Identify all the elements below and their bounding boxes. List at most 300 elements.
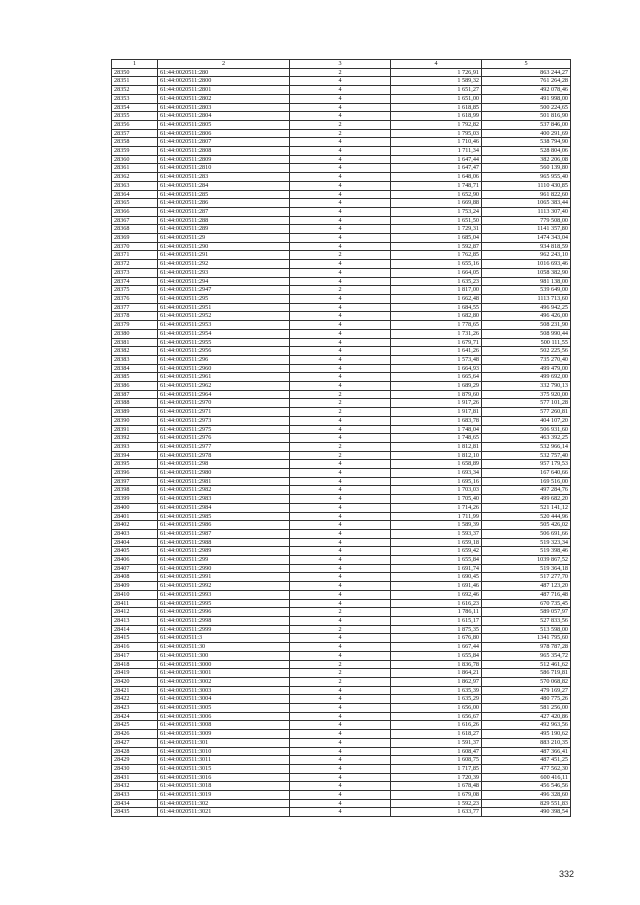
table-row [112, 495, 571, 504]
cadastral-number-cell: 61:44:0020511:3003 [158, 686, 290, 695]
cadastral-number-cell: 61:44:0020511:2801 [158, 86, 290, 95]
value-cell: 779 508,00 [482, 216, 571, 225]
table-row [112, 556, 571, 565]
value-cell: 863 244,27 [482, 68, 571, 77]
area-cell: 1 651,00 [391, 94, 482, 103]
value-cell: 496 328,60 [482, 791, 571, 800]
row-number-cell: 28401 [112, 512, 158, 521]
value-cell: 537 846,00 [482, 120, 571, 129]
row-number-cell: 28390 [112, 416, 158, 425]
row-number-cell: 28374 [112, 277, 158, 286]
category-cell: 4 [290, 155, 391, 164]
category-cell: 4 [290, 373, 391, 382]
category-cell: 4 [290, 277, 391, 286]
area-cell: 1 682,80 [391, 312, 482, 321]
row-number-cell: 28427 [112, 738, 158, 747]
cadastral-number-cell: 61:44:0020511:285 [158, 190, 290, 199]
area-cell: 1 635,23 [391, 277, 482, 286]
category-cell: 2 [290, 129, 391, 138]
table-row [112, 251, 571, 260]
category-cell: 4 [290, 225, 391, 234]
cadastral-number-cell: 61:44:0020511:3011 [158, 756, 290, 765]
value-cell: 520 444,96 [482, 512, 571, 521]
value-cell: 487 366,41 [482, 747, 571, 756]
cadastral-number-cell: 61:44:0020511:3001 [158, 669, 290, 678]
row-number-cell: 28367 [112, 216, 158, 225]
cadastral-number-cell: 61:44:0020511:3006 [158, 712, 290, 721]
row-number-cell: 28353 [112, 94, 158, 103]
category-cell: 4 [290, 103, 391, 112]
value-cell: 1341 795,60 [482, 634, 571, 643]
cadastral-number-cell: 61:44:0020511:2802 [158, 94, 290, 103]
row-number-cell: 28413 [112, 617, 158, 626]
area-cell: 1 748,71 [391, 181, 482, 190]
row-number-cell: 28418 [112, 660, 158, 669]
cadastral-number-cell: 61:44:0020511:2973 [158, 416, 290, 425]
table-row [112, 634, 571, 643]
value-cell: 506 931,60 [482, 425, 571, 434]
row-number-cell: 28350 [112, 68, 158, 77]
category-cell: 2 [290, 120, 391, 129]
table-row [112, 68, 571, 77]
cadastral-number-cell: 61:44:0020511:29 [158, 234, 290, 243]
value-cell: 670 735,45 [482, 599, 571, 608]
value-cell: 1065 383,44 [482, 199, 571, 208]
value-cell: 600 416,11 [482, 773, 571, 782]
row-number-cell: 28404 [112, 538, 158, 547]
area-cell: 1 648,06 [391, 173, 482, 182]
row-number-cell: 28428 [112, 747, 158, 756]
table-row [112, 660, 571, 669]
cadastral-number-cell: 61:44:0020511:290 [158, 242, 290, 251]
area-cell: 1 659,18 [391, 538, 482, 547]
row-number-cell: 28363 [112, 181, 158, 190]
category-cell: 4 [290, 503, 391, 512]
table-row [112, 382, 571, 391]
cadastral-number-cell: 61:44:0020511:2996 [158, 608, 290, 617]
row-number-cell: 28399 [112, 495, 158, 504]
table-row [112, 704, 571, 713]
cadastral-number-cell: 61:44:0020511:289 [158, 225, 290, 234]
area-cell: 1 641,26 [391, 347, 482, 356]
area-cell: 1 720,39 [391, 773, 482, 782]
category-cell: 4 [290, 747, 391, 756]
value-cell: 962 243,10 [482, 251, 571, 260]
category-cell: 4 [290, 651, 391, 660]
cadastral-number-cell: 61:44:0020511:2809 [158, 155, 290, 164]
table-row [112, 286, 571, 295]
cadastral-number-cell: 61:44:0020511:2981 [158, 477, 290, 486]
cadastral-number-cell: 61:44:0020511:2956 [158, 347, 290, 356]
category-cell: 4 [290, 94, 391, 103]
row-number-cell: 28359 [112, 147, 158, 156]
row-number-cell: 28397 [112, 477, 158, 486]
table-row [112, 773, 571, 782]
table-row [112, 582, 571, 591]
table-row [112, 416, 571, 425]
table-row [112, 477, 571, 486]
row-number-cell: 28388 [112, 399, 158, 408]
table-row [112, 268, 571, 277]
category-cell: 2 [290, 442, 391, 451]
category-cell: 4 [290, 521, 391, 530]
value-cell: 492 963,56 [482, 721, 571, 730]
value-cell: 502 225,56 [482, 347, 571, 356]
cadastral-number-cell: 61:44:0020511:2800 [158, 77, 290, 86]
row-number-cell: 28426 [112, 730, 158, 739]
area-cell: 1 817,00 [391, 286, 482, 295]
row-number-cell: 28376 [112, 294, 158, 303]
area-cell: 1 917,26 [391, 399, 482, 408]
cadastral-number-cell: 61:44:0020511:2970 [158, 399, 290, 408]
cadastral-number-cell: 61:44:0020511:2998 [158, 617, 290, 626]
value-cell: 382 206,08 [482, 155, 571, 164]
area-cell: 1 705,40 [391, 495, 482, 504]
row-number-cell: 28435 [112, 808, 158, 817]
area-cell: 1 691,74 [391, 564, 482, 573]
value-cell: 538 794,90 [482, 138, 571, 147]
cadastral-number-cell: 61:44:0020511:2992 [158, 582, 290, 591]
value-cell: 527 833,56 [482, 617, 571, 626]
row-number-cell: 28403 [112, 529, 158, 538]
column-header-3: 3 [290, 60, 391, 69]
value-cell: 957 179,53 [482, 460, 571, 469]
row-number-cell: 28371 [112, 251, 158, 260]
category-cell: 4 [290, 329, 391, 338]
category-cell: 4 [290, 791, 391, 800]
area-cell: 1 717,85 [391, 764, 482, 773]
area-cell: 1 655,84 [391, 651, 482, 660]
table-row [112, 442, 571, 451]
table-row [112, 390, 571, 399]
table-row [112, 738, 571, 747]
row-number-cell: 28430 [112, 764, 158, 773]
value-cell: 519 398,46 [482, 547, 571, 556]
row-number-cell: 28366 [112, 207, 158, 216]
table-row [112, 321, 571, 330]
area-cell: 1 662,48 [391, 294, 482, 303]
value-cell: 532 757,40 [482, 451, 571, 460]
category-cell: 4 [290, 77, 391, 86]
cadastral-number-cell: 61:44:0020511:2975 [158, 425, 290, 434]
table-row [112, 529, 571, 538]
cadastral-number-cell: 61:44:0020511:2960 [158, 364, 290, 373]
category-cell: 4 [290, 190, 391, 199]
cadastral-number-cell: 61:44:0020511:2984 [158, 503, 290, 512]
value-cell: 499 682,20 [482, 495, 571, 504]
category-cell: 4 [290, 164, 391, 173]
category-cell: 2 [290, 451, 391, 460]
row-number-cell: 28381 [112, 338, 158, 347]
category-cell: 4 [290, 556, 391, 565]
row-number-cell: 28410 [112, 590, 158, 599]
area-cell: 1 589,39 [391, 521, 482, 530]
area-cell: 1 589,32 [391, 77, 482, 86]
cadastral-number-cell: 61:44:0020511:294 [158, 277, 290, 286]
category-cell: 4 [290, 112, 391, 121]
table-row [112, 669, 571, 678]
cadastral-number-cell: 61:44:0020511:287 [158, 207, 290, 216]
table-row [112, 112, 571, 121]
area-cell: 1 786,11 [391, 608, 482, 617]
category-cell: 2 [290, 399, 391, 408]
table-row [112, 608, 571, 617]
column-header-5: 5 [482, 60, 571, 69]
value-cell: 501 816,90 [482, 112, 571, 121]
category-cell: 4 [290, 773, 391, 782]
cadastral-number-cell: 61:44:0020511:298 [158, 460, 290, 469]
area-cell: 1 664,93 [391, 364, 482, 373]
category-cell: 4 [290, 416, 391, 425]
area-cell: 1 608,75 [391, 756, 482, 765]
category-cell: 4 [290, 181, 391, 190]
table-row [112, 103, 571, 112]
category-cell: 4 [290, 730, 391, 739]
area-cell: 1 812,81 [391, 442, 482, 451]
area-cell: 1 593,37 [391, 529, 482, 538]
cadastral-number-cell: 61:44:0020511:2805 [158, 120, 290, 129]
row-number-cell: 28416 [112, 643, 158, 652]
cadastral-number-cell: 61:44:0020511:2952 [158, 312, 290, 321]
category-cell: 4 [290, 738, 391, 747]
table-row [112, 355, 571, 364]
value-cell: 508 990,44 [482, 329, 571, 338]
cadastral-number-cell: 61:44:0020511:3019 [158, 791, 290, 800]
row-number-cell: 28379 [112, 321, 158, 330]
table-row [112, 791, 571, 800]
row-number-cell: 28373 [112, 268, 158, 277]
area-cell: 1 875,35 [391, 625, 482, 634]
value-cell: 761 264,28 [482, 77, 571, 86]
category-cell: 2 [290, 390, 391, 399]
category-cell: 4 [290, 582, 391, 591]
row-number-cell: 28355 [112, 112, 158, 121]
area-cell: 1 684,55 [391, 303, 482, 312]
category-cell: 4 [290, 312, 391, 321]
value-cell: 829 551,83 [482, 799, 571, 808]
value-cell: 499 479,00 [482, 364, 571, 373]
row-number-cell: 28372 [112, 260, 158, 269]
category-cell: 4 [290, 303, 391, 312]
category-cell: 4 [290, 321, 391, 330]
value-cell: 487 451,25 [482, 756, 571, 765]
category-cell: 4 [290, 260, 391, 269]
area-cell: 1 703,03 [391, 486, 482, 495]
table-body [112, 60, 571, 817]
value-cell: 577 260,81 [482, 408, 571, 417]
table-row [112, 347, 571, 356]
table-row [112, 756, 571, 765]
row-number-cell: 28391 [112, 425, 158, 434]
area-cell: 1 633,77 [391, 808, 482, 817]
cadastral-number-cell: 61:44:0020511:284 [158, 181, 290, 190]
row-number-cell: 28387 [112, 390, 158, 399]
cadastral-number-cell: 61:44:0020511:3021 [158, 808, 290, 817]
table-row [112, 199, 571, 208]
value-cell: 477 562,30 [482, 764, 571, 773]
category-cell: 4 [290, 216, 391, 225]
cadastral-number-cell: 61:44:0020511:286 [158, 199, 290, 208]
category-cell: 4 [290, 138, 391, 147]
row-number-cell: 28394 [112, 451, 158, 460]
row-number-cell: 28423 [112, 704, 158, 713]
table-row [112, 808, 571, 817]
table-row [112, 190, 571, 199]
category-cell: 4 [290, 573, 391, 582]
row-number-cell: 28375 [112, 286, 158, 295]
category-cell: 4 [290, 599, 391, 608]
area-cell: 1 667,44 [391, 643, 482, 652]
row-number-cell: 28431 [112, 773, 158, 782]
area-cell: 1 651,27 [391, 86, 482, 95]
area-cell: 1 655,84 [391, 556, 482, 565]
area-cell: 1 731,26 [391, 329, 482, 338]
category-cell: 2 [290, 286, 391, 295]
table-row [112, 294, 571, 303]
table-row [112, 138, 571, 147]
cadastral-number-cell: 61:44:0020511:2810 [158, 164, 290, 173]
area-cell: 1 836,78 [391, 660, 482, 669]
category-cell: 4 [290, 242, 391, 251]
category-cell: 4 [290, 495, 391, 504]
value-cell: 560 139,80 [482, 164, 571, 173]
table-row [112, 329, 571, 338]
category-cell: 4 [290, 782, 391, 791]
cadastral-number-cell: 61:44:0020511:2964 [158, 390, 290, 399]
row-number-cell: 28386 [112, 382, 158, 391]
table-row [112, 312, 571, 321]
table-row [112, 564, 571, 573]
area-cell: 1 748,04 [391, 425, 482, 434]
value-cell: 577 101,28 [482, 399, 571, 408]
area-cell: 1 679,08 [391, 791, 482, 800]
category-cell: 4 [290, 486, 391, 495]
row-number-cell: 28385 [112, 373, 158, 382]
area-cell: 1 618,85 [391, 103, 482, 112]
category-cell: 4 [290, 207, 391, 216]
table-row [112, 216, 571, 225]
value-cell: 1039 867,52 [482, 556, 571, 565]
category-cell: 4 [290, 529, 391, 538]
row-number-cell: 28360 [112, 155, 158, 164]
category-cell: 4 [290, 460, 391, 469]
category-cell: 2 [290, 669, 391, 678]
area-cell: 1 592,87 [391, 242, 482, 251]
row-number-cell: 28358 [112, 138, 158, 147]
table-row [112, 408, 571, 417]
area-cell: 1 693,34 [391, 469, 482, 478]
area-cell: 1 689,29 [391, 382, 482, 391]
row-number-cell: 28351 [112, 77, 158, 86]
area-cell: 1 690,45 [391, 573, 482, 582]
value-cell: 508 231,90 [482, 321, 571, 330]
cadastral-number-cell: 61:44:0020511:2976 [158, 434, 290, 443]
category-cell: 4 [290, 434, 391, 443]
category-cell: 4 [290, 808, 391, 817]
table-row [112, 782, 571, 791]
value-cell: 492 078,46 [482, 86, 571, 95]
row-number-cell: 28407 [112, 564, 158, 573]
area-cell: 1 792,82 [391, 120, 482, 129]
cadastral-number-cell: 61:44:0020511:296 [158, 355, 290, 364]
value-cell: 532 966,14 [482, 442, 571, 451]
cadastral-number-cell: 61:44:0020511:2993 [158, 590, 290, 599]
category-cell: 4 [290, 756, 391, 765]
cadastral-number-cell: 61:44:0020511:3018 [158, 782, 290, 791]
area-cell: 1 862,97 [391, 677, 482, 686]
value-cell: 735 270,40 [482, 355, 571, 364]
category-cell: 4 [290, 469, 391, 478]
table-row [112, 364, 571, 373]
value-cell: 500 224,65 [482, 103, 571, 112]
table-row [112, 799, 571, 808]
value-cell: 463 392,25 [482, 434, 571, 443]
area-cell: 1 664,05 [391, 268, 482, 277]
table-row [112, 173, 571, 182]
value-cell: 169 516,00 [482, 477, 571, 486]
row-number-cell: 28380 [112, 329, 158, 338]
value-cell: 1474 343,04 [482, 234, 571, 243]
table-row [112, 651, 571, 660]
table-row [112, 721, 571, 730]
category-cell: 4 [290, 643, 391, 652]
row-number-cell: 28406 [112, 556, 158, 565]
table-row [112, 373, 571, 382]
row-number-cell: 28356 [112, 120, 158, 129]
category-cell: 4 [290, 294, 391, 303]
value-cell: 375 920,00 [482, 390, 571, 399]
area-cell: 1 647,47 [391, 164, 482, 173]
category-cell: 2 [290, 677, 391, 686]
row-number-cell: 28395 [112, 460, 158, 469]
cadastral-number-cell: 61:44:0020511:295 [158, 294, 290, 303]
area-cell: 1 691,46 [391, 582, 482, 591]
area-cell: 1 618,99 [391, 112, 482, 121]
value-cell: 586 719,81 [482, 669, 571, 678]
row-number-cell: 28419 [112, 669, 158, 678]
area-cell: 1 573,48 [391, 355, 482, 364]
row-number-cell: 28425 [112, 721, 158, 730]
table-row [112, 686, 571, 695]
category-cell: 2 [290, 625, 391, 634]
row-number-cell: 28362 [112, 173, 158, 182]
category-cell: 4 [290, 355, 391, 364]
table-row [112, 225, 571, 234]
row-number-cell: 28383 [112, 355, 158, 364]
table-row [112, 677, 571, 686]
cadastral-number-cell: 61:44:0020511:30 [158, 643, 290, 652]
table-row [112, 260, 571, 269]
table-row [112, 234, 571, 243]
cadastral-number-cell: 61:44:0020511:2988 [158, 538, 290, 547]
category-cell: 4 [290, 704, 391, 713]
value-cell: 528 804,06 [482, 147, 571, 156]
value-cell: 513 598,00 [482, 625, 571, 634]
row-number-cell: 28398 [112, 486, 158, 495]
category-cell: 4 [290, 634, 391, 643]
cadastral-number-cell: 61:44:0020511:3009 [158, 730, 290, 739]
row-number-cell: 28382 [112, 347, 158, 356]
category-cell: 4 [290, 199, 391, 208]
category-cell: 2 [290, 251, 391, 260]
area-cell: 1 615,17 [391, 617, 482, 626]
area-cell: 1 651,50 [391, 216, 482, 225]
table-row [112, 451, 571, 460]
cadastral-number-cell: 61:44:0020511:2961 [158, 373, 290, 382]
table-row [112, 434, 571, 443]
category-cell: 4 [290, 86, 391, 95]
cadastral-number-cell: 61:44:0020511:2978 [158, 451, 290, 460]
